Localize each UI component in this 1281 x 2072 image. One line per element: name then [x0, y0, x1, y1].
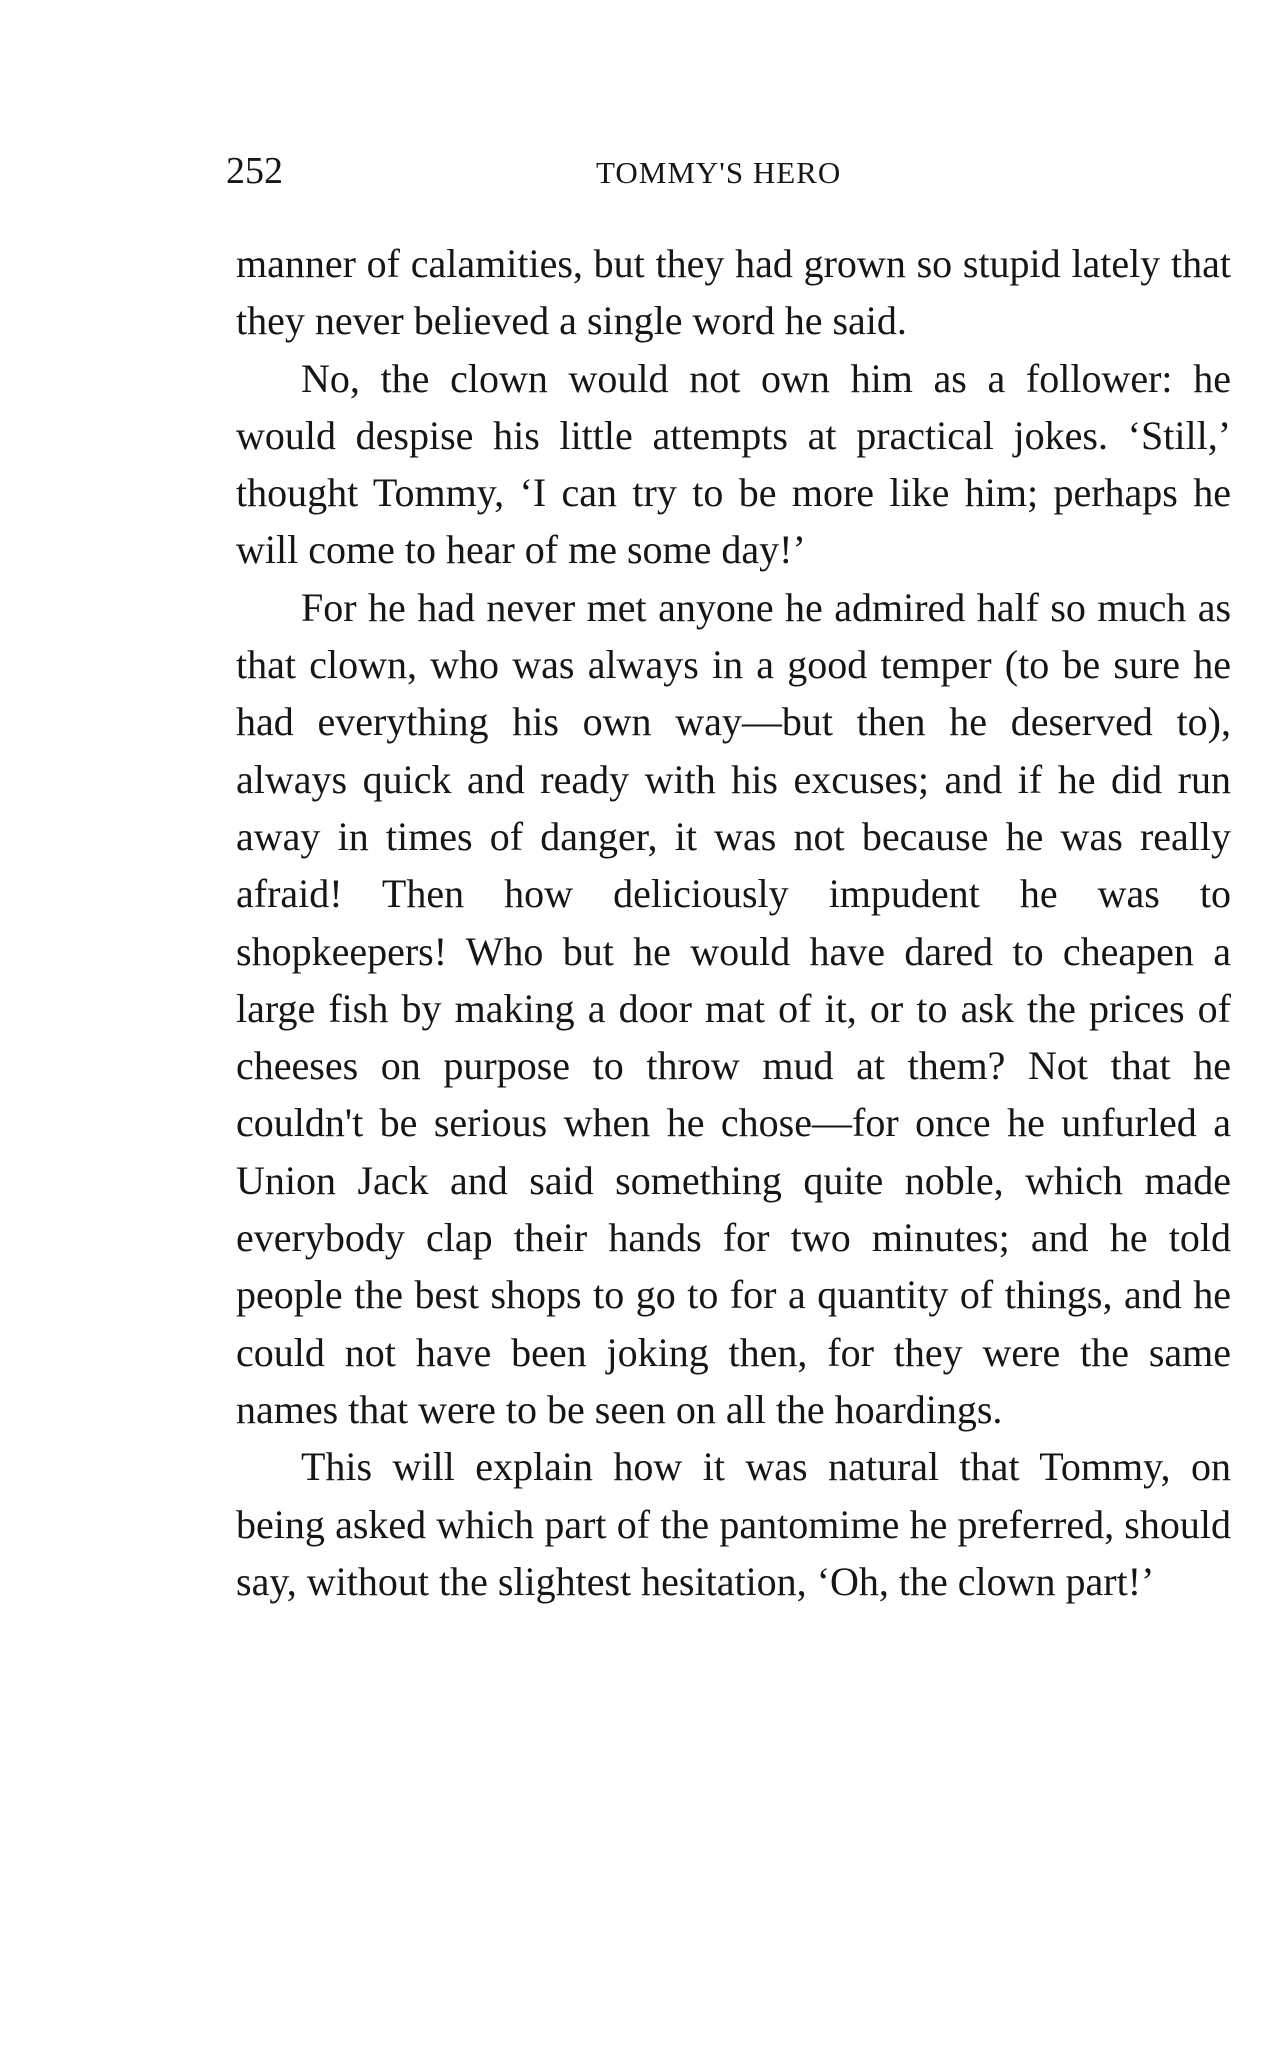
- text-line: ‘Oh, the clown part!’: [816, 1558, 1155, 1604]
- text-line: ‘Still,’ thought Tommy, ‘I can try to be more like: [236, 412, 1232, 516]
- paragraph: [236, 350, 1231, 579]
- text-line: making a door mat of it, or to ask the prices of: [454, 985, 1231, 1031]
- text-line: For he had never met anyone he admired half so: [301, 584, 1086, 630]
- body-text: [236, 235, 1231, 1610]
- text-line: No, the clown would not own him as a follower:: [301, 355, 1173, 401]
- text-line: to be seen on all the hoardings.: [505, 1386, 1003, 1432]
- paragraph: [236, 579, 1231, 1438]
- text-line: deliciously impudent he was to shopkeepers! Who: [236, 871, 1232, 974]
- page-number: 252: [226, 150, 283, 192]
- paragraph: [236, 235, 1231, 350]
- text-line: cheeses on purpose to throw mud at them? Not that: [236, 1043, 1171, 1089]
- text-line: he couldn't be serious when he chose—for once he: [236, 1043, 1232, 1146]
- text-line: lately that they never believed a single word he: [236, 241, 1232, 344]
- text-line: on being asked which part of the pantomime he: [236, 1444, 1231, 1547]
- text-line: day!’: [721, 527, 806, 573]
- text-line: excuses; and if he did run away in times of danger,: [236, 756, 1231, 859]
- text-line: noble, which made everybody clap their hands for two: [236, 1157, 1231, 1261]
- paragraph: [236, 1438, 1231, 1610]
- text-line: manner of calamities, but they had grown so stupid: [236, 241, 1061, 286]
- text-line: much as that clown, who was always in a good temper: [236, 584, 1232, 688]
- text-line: said.: [832, 298, 907, 344]
- text-line: joking then, for they were the same names that were: [236, 1329, 1232, 1432]
- text-line: (to be sure he had everything his own way—but then: [236, 642, 1231, 745]
- text-line: but he would have dared to cheapen a large fish by: [236, 928, 1232, 1031]
- text-line: unfurled a Union Jack and said something quite: [236, 1100, 1232, 1203]
- page-header: [226, 143, 1226, 199]
- text-line: he would despise his little attempts at practical jokes.: [236, 355, 1231, 458]
- text-line: This will explain how it was natural that Tommy,: [301, 1444, 1171, 1490]
- text-line: minutes; and he told people the best shops to go to: [236, 1215, 1232, 1318]
- text-line: it was not because he was really afraid! Then how: [236, 813, 1232, 917]
- text-line: him; perhaps he will come to hear of me some: [236, 470, 1232, 573]
- text-line: he deserved to), always quick and ready with his: [236, 699, 1231, 802]
- running-head: TOMMY'S HERO: [596, 155, 842, 190]
- text-line: preferred, should say, without the slightest hesitation,: [236, 1501, 1231, 1604]
- text-line: for a quantity of things, and he could not have been: [236, 1272, 1232, 1375]
